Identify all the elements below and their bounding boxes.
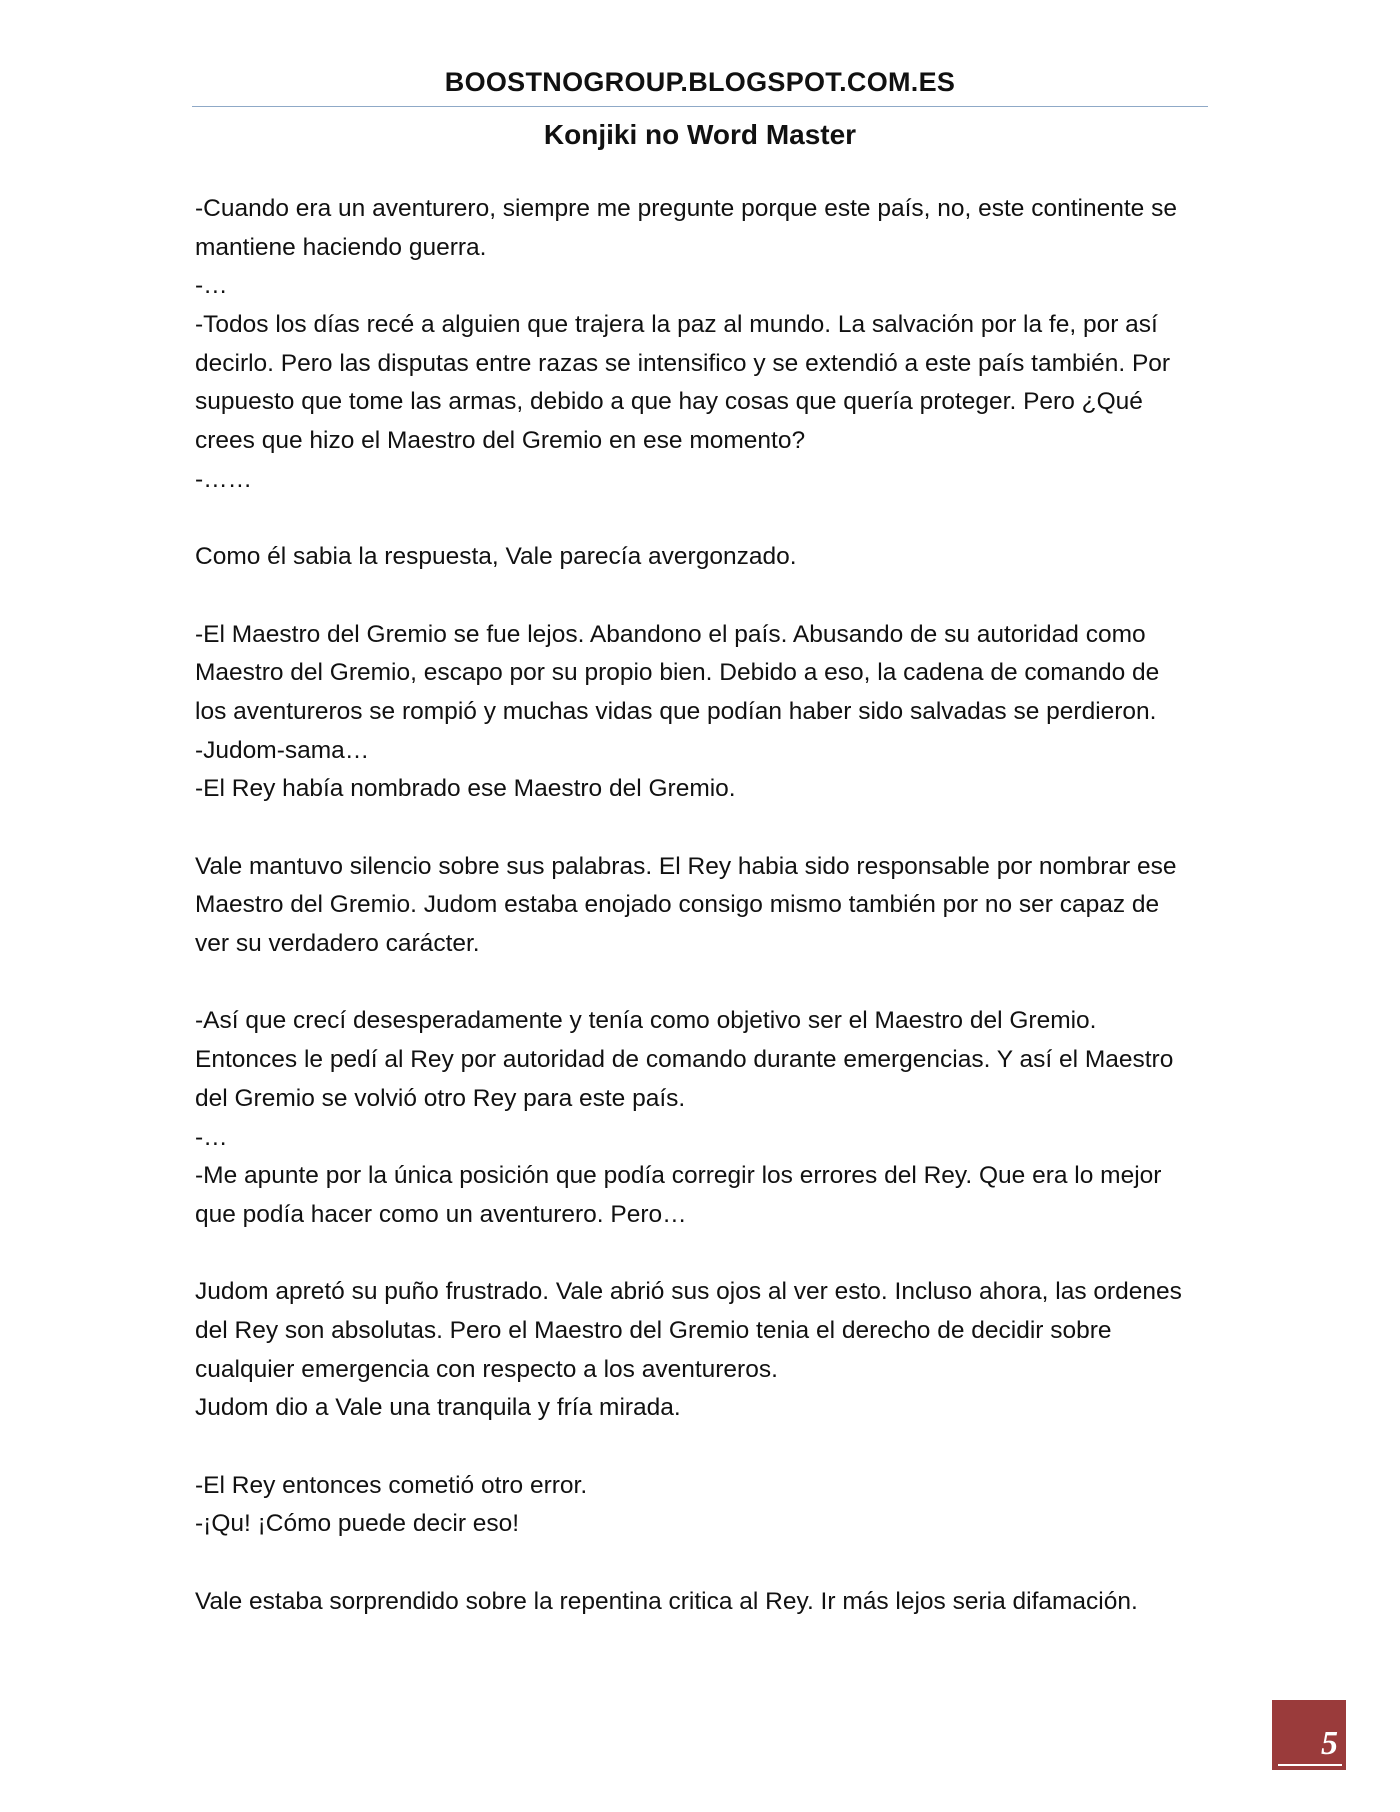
- text-line: -Así que crecí desesperadamente y tenía como objetivo ser el Maestro del Gremio.: [195, 1007, 1097, 1035]
- page-number: 5: [1321, 1725, 1338, 1762]
- text-line: Judom dio a Vale una tranquila y fría mirada.: [195, 1394, 681, 1422]
- text-line: -…: [195, 1123, 228, 1151]
- book-title: Konjiki no Word Master: [543, 119, 857, 150]
- text-line: del Rey son absolutas. Pero el Maestro del Gremio tenia el derecho de decidir sobre: [195, 1316, 1112, 1344]
- text-line: Maestro del Gremio. Judom estaba enojado consigo mismo también por no ser capaz de: [195, 891, 1160, 919]
- text-line: -Me apunte por la única posición que podía corregir los errores del Rey. Que era lo mejor: [195, 1162, 1162, 1190]
- page-number-underline: [1278, 1764, 1342, 1766]
- page-header: [192, 62, 1208, 155]
- text-line: Como él sabia la respuesta, Vale parecía avergonzado.: [195, 543, 797, 571]
- text-line: -El Maestro del Gremio se fue lejos. Abandono el país. Abusando de su autoridad como: [195, 620, 1146, 648]
- text-line: -…: [195, 272, 228, 300]
- body-text: [195, 190, 1215, 1621]
- blank-line: [195, 500, 1215, 539]
- blank-line: [195, 1428, 1215, 1467]
- text-line: cualquier emergencia con respecto a los aventureros.: [195, 1355, 778, 1383]
- text-line: que podía hacer como un aventurero. Pero…: [195, 1200, 687, 1228]
- text-line: los aventureros se rompió y muchas vidas que podían haber sido salvadas se perdieron.: [195, 697, 1157, 725]
- text-line: -Cuando era un aventurero, siempre me pregunte porque este país, no, este continente se: [195, 195, 1177, 222]
- page-number-badge: [1272, 1700, 1346, 1770]
- text-line: Vale mantuvo silencio sobre sus palabras. El Rey habia sido responsable por nombrar ese: [195, 852, 1177, 880]
- header-divider: [192, 106, 1208, 107]
- text-line: Vale estaba sorprendido sobre la repentina critica al Rey. Ir más lejos seria difamación.: [195, 1587, 1138, 1615]
- text-line: Maestro del Gremio, escapo por su propio bien. Debido a eso, la cadena de comando de: [195, 659, 1160, 687]
- text-line: ver su verdadero carácter.: [195, 930, 480, 958]
- text-line: decirlo. Pero las disputas entre razas se intensifico y se extendió a este país también. Por: [195, 349, 1171, 377]
- blank-line: [195, 964, 1215, 1003]
- text-line: -Judom-sama…: [195, 736, 370, 764]
- blank-line: [195, 1235, 1215, 1274]
- text-line: -……: [195, 465, 253, 493]
- text-line: supuesto que tome las armas, debido a que hay cosas que quería proteger. Pero ¿Qué: [195, 388, 1143, 416]
- text-line: -El Rey entonces cometió otro error.: [195, 1471, 588, 1499]
- text-line: del Gremio se volvió otro Rey para este país.: [195, 1084, 686, 1112]
- site-title: BOOSTNOGROUP.BLOGSPOT.COM.ES: [444, 67, 956, 97]
- text-line: Judom apretó su puño frustrado. Vale abrió sus ojos al ver esto. Incluso ahora, las ordenes: [195, 1278, 1182, 1306]
- text-line: mantiene haciendo guerra.: [195, 233, 487, 261]
- text-line: crees que hizo el Maestro del Gremio en ese momento?: [195, 427, 806, 455]
- text-line: Entonces le pedí al Rey por autoridad de comando durante emergencias. Y así el Maestro: [195, 1046, 1174, 1074]
- text-line: -El Rey había nombrado ese Maestro del Gremio.: [195, 775, 736, 803]
- blank-line: [195, 1544, 1215, 1583]
- text-line: -Todos los días recé a alguien que trajera la paz al mundo. La salvación por la fe, por así: [195, 311, 1158, 339]
- blank-line: [195, 809, 1215, 848]
- text-line: -¡Qu! ¡Cómo puede decir eso!: [195, 1510, 520, 1538]
- blank-line: [195, 577, 1215, 616]
